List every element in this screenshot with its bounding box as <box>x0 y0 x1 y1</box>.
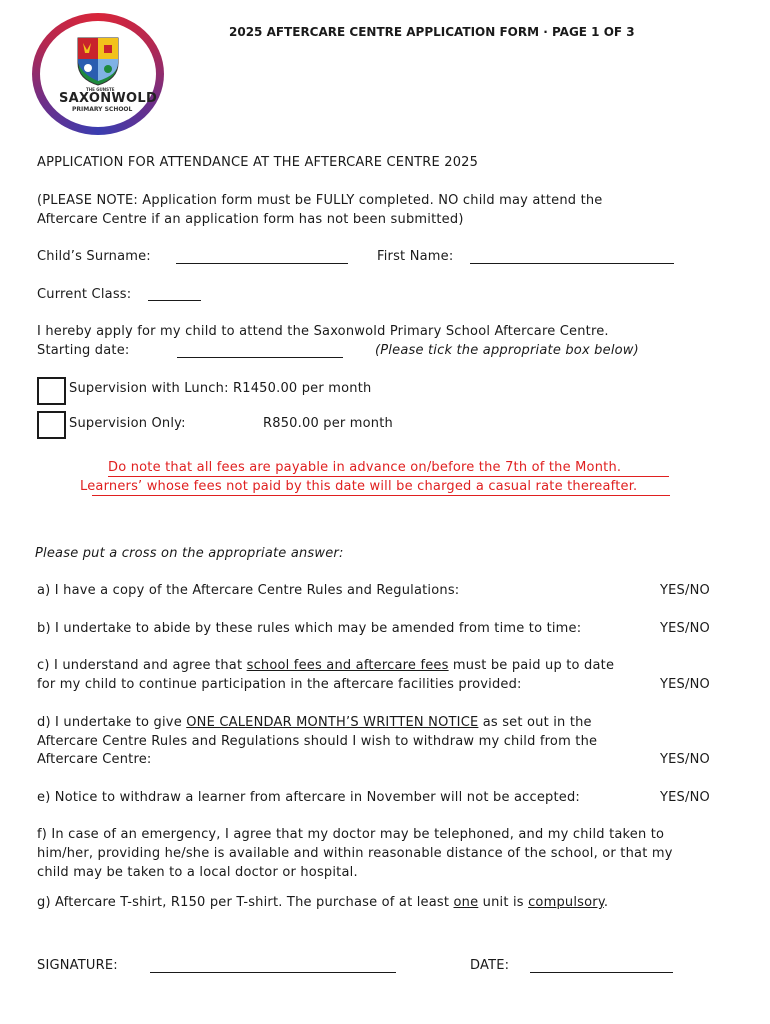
form-title: 2025 AFTERCARE CENTRE APPLICATION FORM · PAGE 1 OF 3 <box>229 25 635 39</box>
lunch-checkbox[interactable] <box>37 377 66 405</box>
application-heading: APPLICATION FOR ATTENDANCE AT THE AFTERCARE CENTRE 2025 <box>37 155 479 170</box>
apply-statement: I hereby apply for my child to attend the Saxonwold Primary School Aftercare Centre. <box>37 324 609 339</box>
question-b: b) I undertake to abide by these rules which may be amended from time to time: <box>37 621 582 636</box>
question-g-one: one <box>453 895 479 910</box>
question-d-emphasis: ONE CALENDAR MONTH’S WRITTEN NOTICE <box>186 715 479 730</box>
question-d-line-2: Aftercare Centre Rules and Regulations should I wish to withdraw my child from the <box>37 734 598 749</box>
answer-c[interactable]: YES/NO <box>660 677 710 692</box>
school-name: SAXONWOLD <box>59 91 158 106</box>
question-g-post: . <box>603 895 609 910</box>
question-f-line-2: him/her, providing he/she is available and within reasonable distance of the school, or that my <box>37 846 673 861</box>
signature-label: SIGNATURE: <box>37 958 118 973</box>
date-label: DATE: <box>470 958 510 973</box>
question-d-pre: d) I undertake to give <box>37 715 187 730</box>
question-d-line-3: Aftercare Centre: <box>37 752 152 767</box>
class-field[interactable] <box>148 300 201 301</box>
supervision-only-checkbox[interactable] <box>37 411 66 439</box>
answer-e[interactable]: YES/NO <box>660 790 710 805</box>
supervision-only-label: Supervision Only: <box>69 416 186 431</box>
question-g-compulsory: compulsory <box>528 895 604 910</box>
question-e: e) Notice to withdraw a learner from aftercare in November will not be accepted: <box>37 790 581 805</box>
school-crest-icon <box>75 35 121 87</box>
question-c-emphasis: school fees and aftercare fees <box>246 658 449 673</box>
question-g <box>37 895 608 910</box>
surname-label: Child’s Surname: <box>37 249 151 264</box>
lunch-option-label: Supervision with Lunch: R1450.00 per month <box>69 381 372 396</box>
question-c-post: must be paid up to date <box>448 658 615 673</box>
surname-field[interactable] <box>176 263 348 264</box>
question-c-line-1 <box>37 658 614 673</box>
school-subtitle: PRIMARY SCHOOL <box>72 106 133 113</box>
crest-motto: THE GUNSTE <box>86 87 115 92</box>
note-line-2: Aftercare Centre if an application form has not been submitted) <box>37 212 464 227</box>
question-g-pre: g) Aftercare T-shirt, R150 per T-shirt. The purchase of at least <box>37 895 454 910</box>
answer-a[interactable]: YES/NO <box>660 583 710 598</box>
note-line-1: (PLEASE NOTE: Application form must be FULLY completed. NO child may attend the <box>37 193 603 208</box>
fee-notice-line-2: Learners’ whose fees not paid by this date will be charged a casual rate thereafter. <box>80 479 638 494</box>
answer-d[interactable]: YES/NO <box>660 752 710 767</box>
question-c-pre: c) I understand and agree that <box>37 658 247 673</box>
start-date-field[interactable] <box>177 357 343 358</box>
question-f-line-3: child may be taken to a local doctor or hospital. <box>37 865 358 880</box>
question-f-line-1: f) In case of an emergency, I agree that my doctor may be telephoned, and my child taken to <box>37 827 665 842</box>
logo-inner <box>40 21 156 127</box>
fee-notice-underline-1 <box>108 476 669 477</box>
fee-notice-line-1: Do note that all fees are payable in advance on/before the 7th of the Month. <box>108 460 622 475</box>
question-d-post: as set out in the <box>478 715 592 730</box>
first-name-label: First Name: <box>377 249 454 264</box>
signature-field[interactable] <box>150 972 396 973</box>
answer-b[interactable]: YES/NO <box>660 621 710 636</box>
question-instruction: Please put a cross on the appropriate answer: <box>35 546 344 561</box>
school-logo <box>32 13 164 135</box>
supervision-only-price: R850.00 per month <box>263 416 393 431</box>
date-field[interactable] <box>530 972 673 973</box>
question-c-line-2: for my child to continue participation in the aftercare facilities provided: <box>37 677 522 692</box>
class-label: Current Class: <box>37 287 132 302</box>
first-name-field[interactable] <box>470 263 674 264</box>
tick-hint: (Please tick the appropriate box below) <box>375 343 639 358</box>
fee-notice-underline-2 <box>92 495 670 496</box>
question-g-mid: unit is <box>478 895 529 910</box>
question-a: a) I have a copy of the Aftercare Centre Rules and Regulations: <box>37 583 460 598</box>
question-d-line-1 <box>37 715 592 730</box>
start-date-label: Starting date: <box>37 343 130 358</box>
